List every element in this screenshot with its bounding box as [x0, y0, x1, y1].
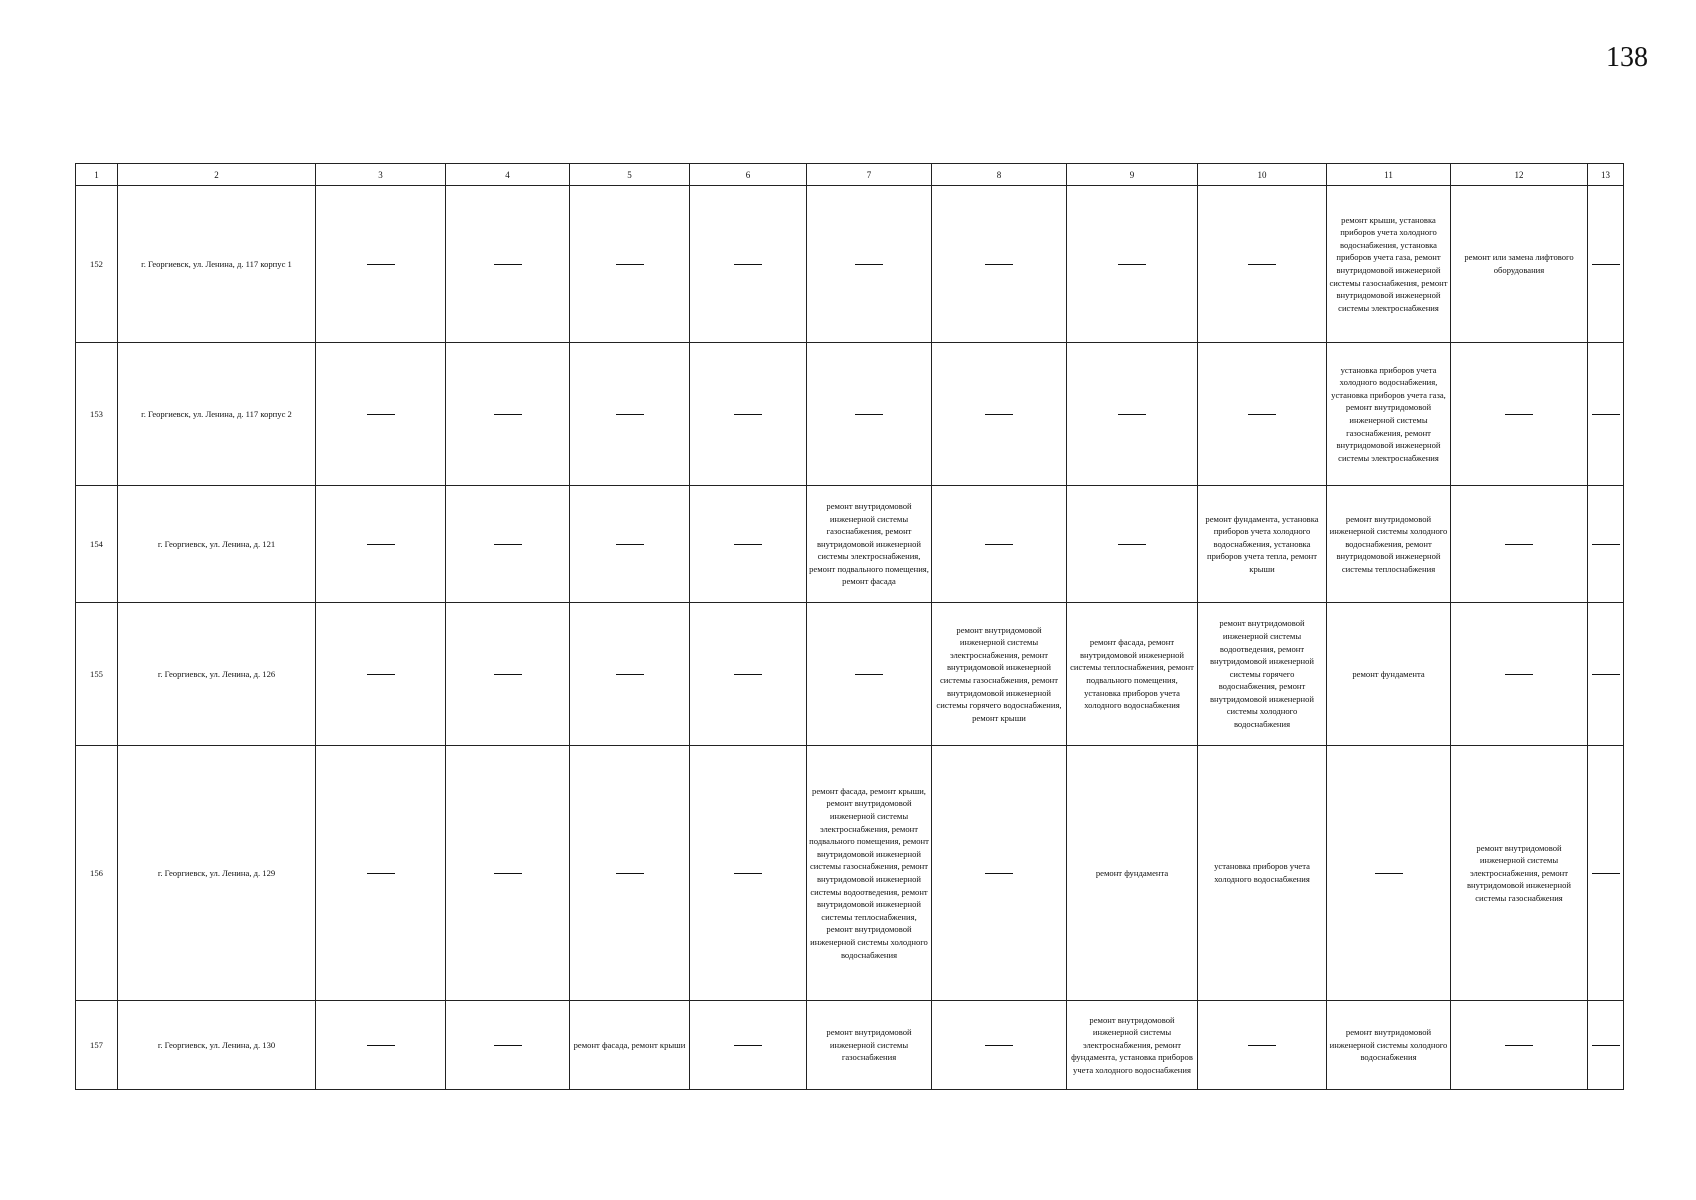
work-cell: установка приборов учета холодного водоснабжения	[1198, 746, 1327, 1001]
work-cell: ремонт внутридомовой инженерной системы газоснабжения, ремонт внутридомовой инженерной системы электроснабжения, ремонт подвального помещения, ремонт фасада	[807, 486, 932, 603]
empty-dash	[1248, 1045, 1276, 1046]
work-cell	[690, 343, 807, 486]
empty-dash	[367, 264, 395, 265]
work-cell: ремонт внутридомовой инженерной системы электроснабжения, ремонт фундамента, установка приборов учета холодного водоснабжения	[1067, 1001, 1198, 1090]
empty-dash	[985, 264, 1013, 265]
empty-dash	[1248, 414, 1276, 415]
address-cell: г. Георгиевск, ул. Ленина, д. 117 корпус 2	[118, 343, 316, 486]
work-cell: ремонт внутридомовой инженерной системы электроснабжения, ремонт внутридомовой инженерной системы газоснабжения	[1451, 746, 1588, 1001]
empty-dash	[734, 544, 762, 545]
empty-dash	[494, 414, 522, 415]
row-number: 155	[76, 603, 118, 746]
empty-dash	[1592, 544, 1620, 545]
empty-dash	[494, 544, 522, 545]
empty-dash	[985, 1045, 1013, 1046]
empty-dash	[1592, 1045, 1620, 1046]
empty-dash	[855, 674, 883, 675]
work-cell: ремонт внутридомовой инженерной системы холодного водоснабжения	[1327, 1001, 1451, 1090]
column-header: 2	[118, 164, 316, 186]
empty-dash	[734, 264, 762, 265]
work-cell	[1067, 186, 1198, 343]
work-cell	[316, 343, 446, 486]
empty-dash	[855, 414, 883, 415]
empty-dash	[985, 544, 1013, 545]
table-row	[76, 603, 1624, 746]
work-cell: ремонт внутридомовой инженерной системы холодного водоснабжения, ремонт внутридомовой инженерной системы теплоснабжения	[1327, 486, 1451, 603]
empty-dash	[367, 544, 395, 545]
row-number: 153	[76, 343, 118, 486]
work-cell	[690, 1001, 807, 1090]
work-cell	[570, 746, 690, 1001]
empty-dash	[616, 264, 644, 265]
empty-dash	[1118, 414, 1146, 415]
header-row	[76, 164, 1624, 186]
work-cell: ремонт фундамента	[1067, 746, 1198, 1001]
empty-dash	[1118, 544, 1146, 545]
work-cell: установка приборов учета холодного водоснабжения, установка приборов учета газа, ремонт внутридомовой инженерной системы газоснабжения, ремонт внутридомовой инженерной системы электроснабжения	[1327, 343, 1451, 486]
work-cell	[446, 343, 570, 486]
repair-plan-table	[75, 163, 1624, 1090]
empty-dash	[1505, 674, 1533, 675]
work-cell: ремонт внутридомовой инженерной системы электроснабжения, ремонт внутридомовой инженерной системы газоснабжения, ремонт внутридомовой инженерной системы горячего водоснабжения, ремонт крыши	[932, 603, 1067, 746]
work-cell	[932, 186, 1067, 343]
empty-dash	[616, 544, 644, 545]
column-header: 10	[1198, 164, 1327, 186]
work-cell	[1588, 343, 1624, 486]
work-cell	[446, 603, 570, 746]
address-cell: г. Георгиевск, ул. Ленина, д. 121	[118, 486, 316, 603]
work-cell	[570, 603, 690, 746]
empty-dash	[1592, 264, 1620, 265]
empty-dash	[616, 414, 644, 415]
work-cell	[570, 486, 690, 603]
work-cell	[807, 343, 932, 486]
work-cell	[1588, 186, 1624, 343]
column-header: 13	[1588, 164, 1624, 186]
column-header: 4	[446, 164, 570, 186]
work-cell: ремонт фундамента, установка приборов учета холодного водоснабжения, установка приборов учета тепла, ремонт крыши	[1198, 486, 1327, 603]
work-cell: ремонт внутридомовой инженерной системы газоснабжения	[807, 1001, 932, 1090]
row-number: 154	[76, 486, 118, 603]
table-row	[76, 746, 1624, 1001]
column-header: 6	[690, 164, 807, 186]
empty-dash	[1592, 674, 1620, 675]
work-cell	[1588, 746, 1624, 1001]
work-cell	[1327, 746, 1451, 1001]
empty-dash	[494, 674, 522, 675]
work-cell	[1067, 486, 1198, 603]
empty-dash	[985, 414, 1013, 415]
empty-dash	[494, 264, 522, 265]
table-row	[76, 1001, 1624, 1090]
work-cell	[1067, 343, 1198, 486]
work-cell	[690, 186, 807, 343]
work-cell	[690, 603, 807, 746]
column-header: 7	[807, 164, 932, 186]
work-cell	[690, 486, 807, 603]
empty-dash	[1375, 873, 1403, 874]
work-cell	[1451, 343, 1588, 486]
page-number: 138	[1606, 42, 1648, 73]
work-cell	[446, 746, 570, 1001]
work-cell	[932, 746, 1067, 1001]
empty-dash	[367, 1045, 395, 1046]
work-cell	[807, 603, 932, 746]
empty-dash	[1592, 873, 1620, 874]
work-cell	[446, 1001, 570, 1090]
work-cell	[1451, 1001, 1588, 1090]
work-cell: ремонт фасада, ремонт крыши	[570, 1001, 690, 1090]
work-cell	[1588, 486, 1624, 603]
empty-dash	[494, 873, 522, 874]
empty-dash	[1592, 414, 1620, 415]
address-cell: г. Георгиевск, ул. Ленина, д. 130	[118, 1001, 316, 1090]
work-cell	[570, 186, 690, 343]
empty-dash	[734, 873, 762, 874]
work-cell	[1198, 343, 1327, 486]
work-cell	[316, 746, 446, 1001]
empty-dash	[616, 873, 644, 874]
work-cell	[1588, 1001, 1624, 1090]
work-cell	[1588, 603, 1624, 746]
work-cell	[446, 486, 570, 603]
empty-dash	[616, 674, 644, 675]
work-cell	[1198, 1001, 1327, 1090]
column-header: 5	[570, 164, 690, 186]
column-header: 1	[76, 164, 118, 186]
empty-dash	[734, 674, 762, 675]
row-number: 157	[76, 1001, 118, 1090]
work-cell	[316, 603, 446, 746]
empty-dash	[734, 414, 762, 415]
empty-dash	[1505, 1045, 1533, 1046]
address-cell: г. Георгиевск, ул. Ленина, д. 129	[118, 746, 316, 1001]
empty-dash	[855, 264, 883, 265]
work-cell	[570, 343, 690, 486]
work-cell: ремонт или замена лифтового оборудования	[1451, 186, 1588, 343]
empty-dash	[1118, 264, 1146, 265]
work-cell: ремонт внутридомовой инженерной системы водоотведения, ремонт внутридомовой инженерной системы горячего водоснабжения, ремонт внутридомовой инженерной системы холодного водоснабжения	[1198, 603, 1327, 746]
column-header: 12	[1451, 164, 1588, 186]
work-cell	[807, 186, 932, 343]
work-cell: ремонт фасада, ремонт внутридомовой инженерной системы теплоснабжения, ремонт подвального помещения, установка приборов учета холодного водоснабжения	[1067, 603, 1198, 746]
empty-dash	[367, 674, 395, 675]
row-number: 152	[76, 186, 118, 343]
work-cell: ремонт фундамента	[1327, 603, 1451, 746]
column-header: 11	[1327, 164, 1451, 186]
work-cell	[446, 186, 570, 343]
work-cell	[1451, 603, 1588, 746]
empty-dash	[494, 1045, 522, 1046]
row-number: 156	[76, 746, 118, 1001]
work-cell	[316, 1001, 446, 1090]
work-cell	[1198, 186, 1327, 343]
empty-dash	[734, 1045, 762, 1046]
column-header: 9	[1067, 164, 1198, 186]
work-cell	[316, 186, 446, 343]
empty-dash	[1505, 414, 1533, 415]
work-cell	[316, 486, 446, 603]
empty-dash	[367, 873, 395, 874]
work-cell	[932, 1001, 1067, 1090]
work-cell: ремонт крыши, установка приборов учета холодного водоснабжения, установка приборов учета газа, ремонт внутридомовой инженерной системы газоснабжения, ремонт внутридомовой инженерной системы электроснабжения	[1327, 186, 1451, 343]
table-row	[76, 343, 1624, 486]
work-cell	[1451, 486, 1588, 603]
address-cell: г. Георгиевск, ул. Ленина, д. 117 корпус 1	[118, 186, 316, 343]
empty-dash	[1248, 264, 1276, 265]
address-cell: г. Георгиевск, ул. Ленина, д. 126	[118, 603, 316, 746]
column-header: 8	[932, 164, 1067, 186]
table-row	[76, 486, 1624, 603]
work-cell: ремонт фасада, ремонт крыши, ремонт внутридомовой инженерной системы электроснабжения, ремонт подвального помещения, ремонт внутридомовой инженерной системы газоснабжения, ремонт внутридомовой инженерной системы водоотведения, ремонт внутридомовой инженерной системы теплоснабжения, ремонт внутридомовой инженерной системы холодного водоснабжения	[807, 746, 932, 1001]
empty-dash	[367, 414, 395, 415]
work-cell	[932, 486, 1067, 603]
column-header: 3	[316, 164, 446, 186]
table-row	[76, 186, 1624, 343]
empty-dash	[1505, 544, 1533, 545]
work-cell	[932, 343, 1067, 486]
empty-dash	[985, 873, 1013, 874]
work-cell	[690, 746, 807, 1001]
